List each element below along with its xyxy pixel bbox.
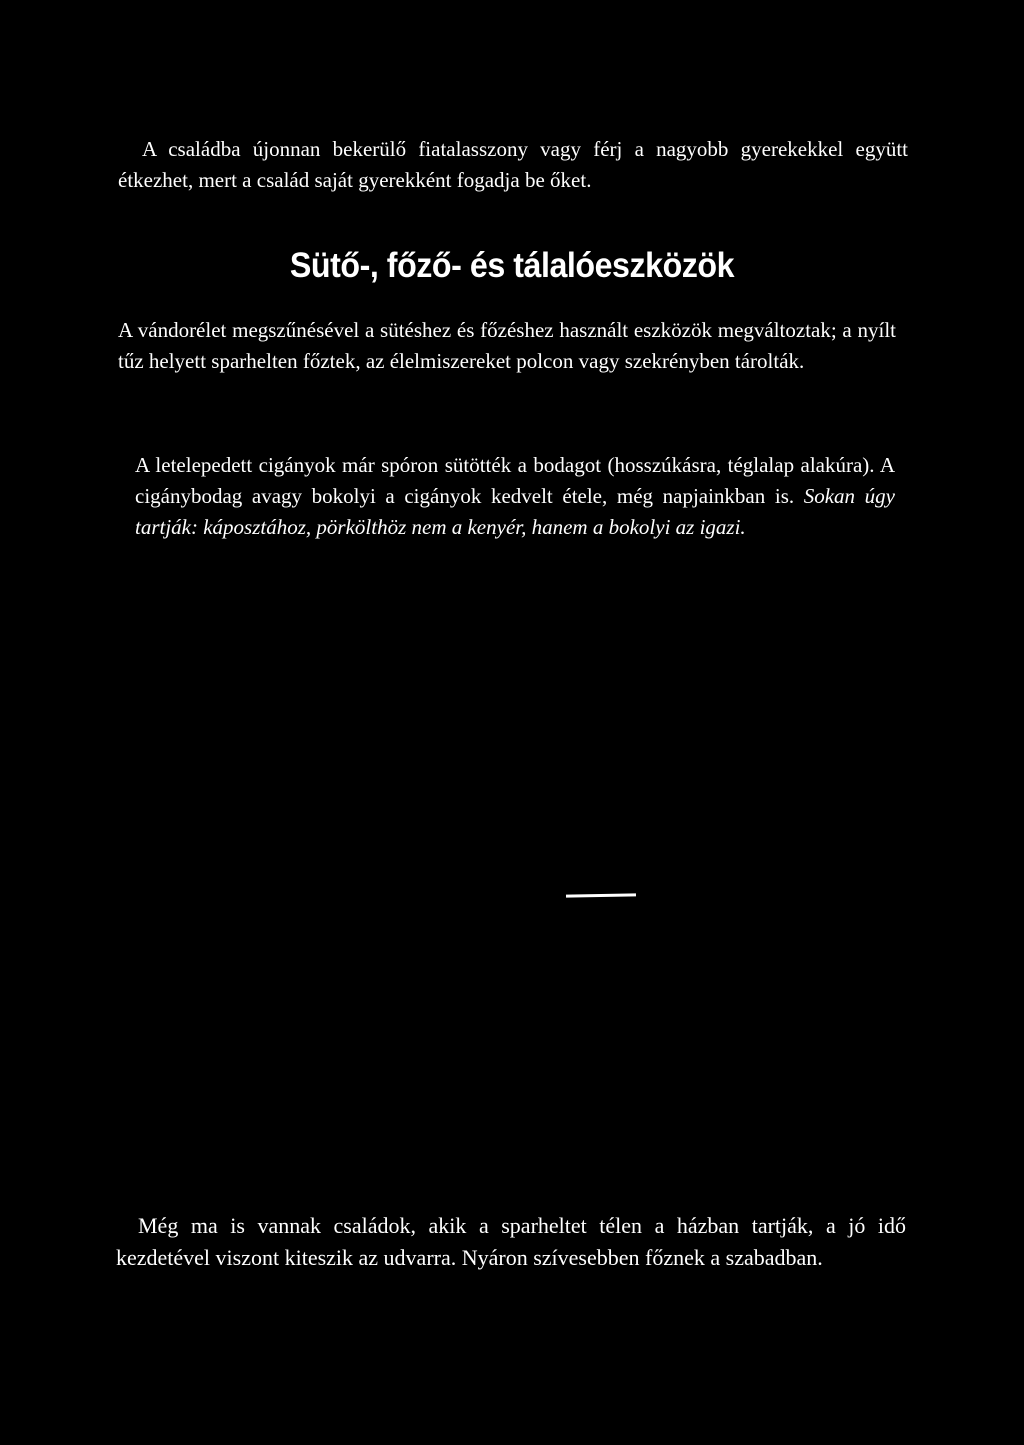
paragraph-2-italic-text: Sokan úgy tartják: káposztához, pörkölthöz nem a kenyér, hanem a bokolyi az igazi. <box>135 484 895 539</box>
intro-paragraph: A családba újonnan bekerülő fiatalasszony vagy férj a nagyobb gyerekekkel együtt étkezhet, mert a család saját gyerekként fogadja be őket. <box>118 137 908 192</box>
caption-paragraph: Még ma is vannak családok, akik a sparheltet télen a házban tartják, a jó idő kezdetével viszont kiteszik az udvarra. Nyáron szívesebben főznek a szabadban. <box>116 1213 906 1270</box>
paragraph-2-regular-text: A letelepedett cigányok már spóron sütötték a bodagot (hosszúkásra, téglalap alakúra). A cigánybodag avagy bokolyi a cigányok kedvelt étele, még napjainkban is. <box>135 453 895 508</box>
section-heading: Sütő-, főző- és tálalóeszközök <box>289 246 735 285</box>
section-paragraph-2 <box>135 450 895 543</box>
section-paragraph-1: A vándorélet megszűnésével a sütéshez és főzéshez használt eszközök megváltoztak; a nyílt tűz helyett sparhelten főztek, az élelmiszereket polcon vagy szekrényben tárolták. <box>118 318 896 373</box>
divider-mark <box>566 893 636 897</box>
